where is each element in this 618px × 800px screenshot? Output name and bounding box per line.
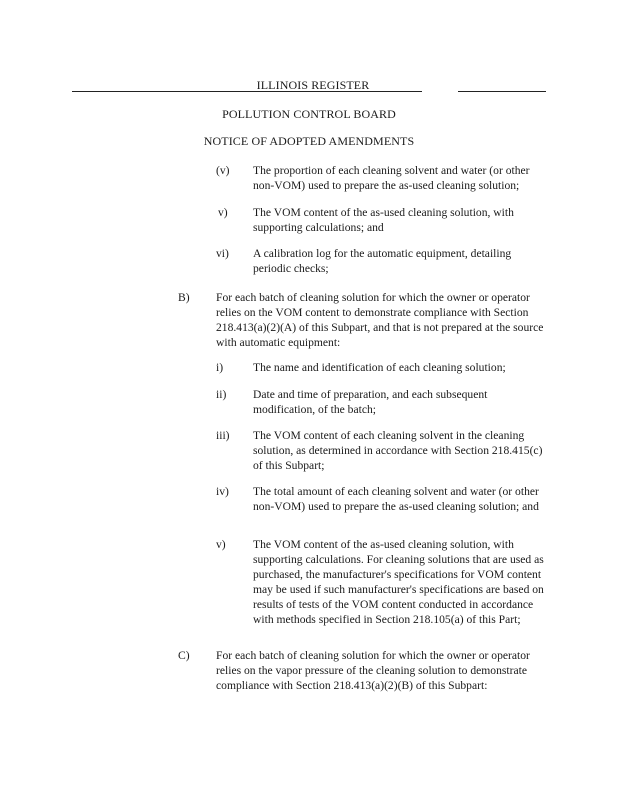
item-label: vi) — [216, 247, 229, 260]
item-text: The name and identification of each cleaning solution; — [253, 361, 506, 374]
board-title: POLLUTION CONTROL BOARD — [222, 107, 396, 121]
item-text: For each batch of cleaning solution for which the owner or operator relies on the vapor pressure of the cleaning solution to demonstrate compliance with Section 218.413(a)(2)(B) of this Subpart: — [216, 649, 530, 692]
item-text: The VOM content of the as-used cleaning solution, with supporting calculations; and — [253, 206, 514, 234]
item-text: The VOM content of each cleaning solvent in the cleaning solution, as determined in accordance with Section 218.415(c) of this Subpart; — [253, 429, 543, 472]
item-text: A calibration log for the automatic equipment, detailing periodic checks; — [253, 247, 512, 275]
item-label: iii) — [216, 429, 230, 442]
item-label: i) — [216, 361, 224, 374]
item-label: C) — [178, 649, 190, 662]
item-text: The proportion of each cleaning solvent and water (or other non-VOM) used to prepare the as-used cleaning solution; — [253, 164, 530, 192]
notice-title: NOTICE OF ADOPTED AMENDMENTS — [203, 134, 415, 148]
item-text: The total amount of each cleaning solvent and water (or other non-VOM) used to prepare the as-used cleaning solution; and — [253, 485, 539, 513]
item-text: For each batch of cleaning solution for which the owner or operator relies on the VOM content to demonstrate compliance with Section 218.413(a)(2)(A) of this Subpart, and that is not prepared at the source with automatic equipment: — [216, 291, 544, 349]
item-label: iv) — [216, 485, 229, 498]
item-label: B) — [178, 291, 190, 304]
item-text: Date and time of preparation, and each subsequent modification, of the batch; — [253, 388, 488, 416]
item-label: (v) — [216, 164, 230, 177]
item-label: v) — [216, 538, 226, 551]
item-text: The VOM content of the as-used cleaning solution, with supporting calculations. For cleaning solutions that are used as purchased, the manufacturer's specifications for VOM content may be used if such manufacturer's specifications are based on results of tests of the VOM content conducted in accordance with methods specified in Section 218.105(a) of this Part; — [253, 538, 544, 626]
item-label: ii) — [216, 388, 227, 401]
item-label: v) — [218, 206, 228, 219]
register-title: ILLINOIS REGISTER — [256, 78, 370, 92]
